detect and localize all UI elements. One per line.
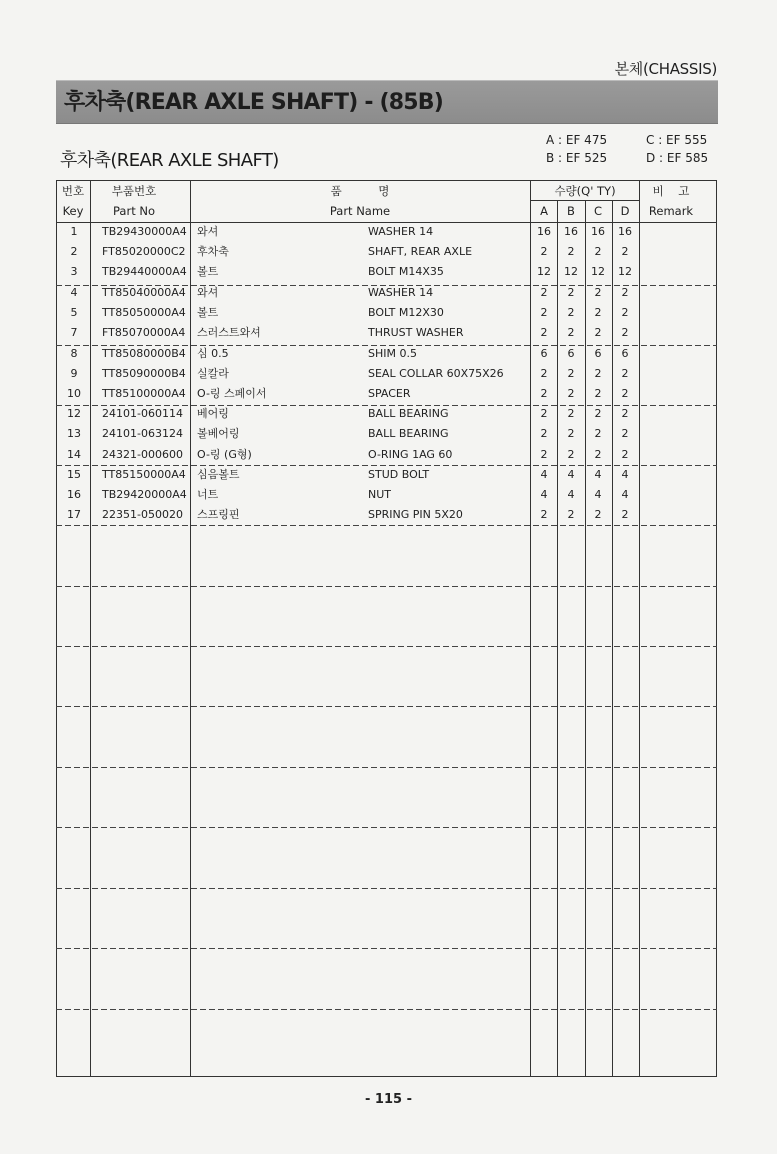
cell-qty-c: 2 bbox=[594, 508, 602, 521]
cell-name-kr: 후차축 bbox=[197, 245, 229, 258]
cell-name-en: SHAFT, REAR AXLE bbox=[368, 245, 473, 258]
cell-name-en: SPACER bbox=[368, 387, 411, 400]
cell-name-en: WASHER 14 bbox=[368, 225, 434, 238]
cell-qty-a: 16 bbox=[537, 225, 551, 238]
cell-qty-d: 4 bbox=[621, 468, 629, 481]
cell-qty-d: 16 bbox=[618, 225, 632, 238]
page-number: - 115 - bbox=[365, 1092, 412, 1107]
cell-qty-b: 2 bbox=[567, 407, 575, 420]
cell-key: 9 bbox=[70, 367, 78, 380]
cell-qty-a: 2 bbox=[540, 508, 548, 521]
model-a: A : EF 475 bbox=[546, 133, 608, 147]
cell-part-no: FT85070000A4 bbox=[102, 326, 186, 339]
header-partno-en: Part No bbox=[113, 204, 155, 218]
cell-qty-a: 2 bbox=[540, 306, 548, 319]
cell-qty-c: 12 bbox=[591, 265, 605, 278]
cell-name-en: SHIM 0.5 bbox=[368, 347, 417, 360]
cell-name-en: SEAL COLLAR 60X75X26 bbox=[368, 367, 504, 380]
model-c: C : EF 555 bbox=[646, 133, 708, 147]
cell-key: 13 bbox=[67, 427, 81, 440]
cell-name-en: BALL BEARING bbox=[368, 427, 449, 440]
header-qty-d: D bbox=[620, 204, 630, 218]
cell-qty-c: 2 bbox=[594, 427, 602, 440]
header-qty-a: A bbox=[540, 204, 548, 218]
cell-qty-a: 4 bbox=[540, 468, 548, 481]
cell-name-kr: 와셔 bbox=[197, 286, 219, 299]
cell-qty-a: 2 bbox=[540, 367, 548, 380]
cell-qty-c: 2 bbox=[594, 286, 602, 299]
cell-part-no: TT85080000B4 bbox=[102, 347, 186, 360]
cell-part-no: 24321-000600 bbox=[102, 448, 183, 461]
cell-key: 8 bbox=[70, 347, 78, 360]
cell-qty-c: 2 bbox=[594, 326, 602, 339]
cell-qty-d: 4 bbox=[621, 488, 629, 501]
subtitle: 후차축(REAR AXLE SHAFT) bbox=[60, 150, 279, 171]
cell-qty-a: 6 bbox=[540, 347, 548, 360]
cell-qty-b: 2 bbox=[567, 306, 575, 319]
cell-name-kr: 실칼라 bbox=[197, 367, 229, 380]
cell-qty-b: 2 bbox=[567, 326, 575, 339]
cell-part-no: 22351-050020 bbox=[102, 508, 183, 521]
cell-key: 10 bbox=[67, 387, 81, 400]
cell-qty-d: 2 bbox=[621, 448, 629, 461]
cell-qty-a: 12 bbox=[537, 265, 551, 278]
cell-name-en: WASHER 14 bbox=[368, 286, 434, 299]
cell-qty-b: 2 bbox=[567, 448, 575, 461]
header-qty: 수량(Q' TY) bbox=[554, 184, 616, 198]
cell-name-kr: O-링 스페이서 bbox=[197, 387, 267, 400]
cell-qty-a: 2 bbox=[540, 326, 548, 339]
cell-qty-a: 4 bbox=[540, 488, 548, 501]
cell-qty-c: 2 bbox=[594, 306, 602, 319]
cell-qty-c: 2 bbox=[594, 387, 602, 400]
cell-qty-b: 2 bbox=[567, 286, 575, 299]
cell-qty-d: 2 bbox=[621, 286, 629, 299]
cell-name-kr: 스프링핀 bbox=[197, 508, 240, 521]
cell-part-no: FT85020000C2 bbox=[102, 245, 186, 258]
cell-qty-a: 2 bbox=[540, 286, 548, 299]
header-key-kr: 번호 bbox=[61, 184, 85, 198]
cell-qty-a: 2 bbox=[540, 427, 548, 440]
cell-part-no: TT85090000B4 bbox=[102, 367, 186, 380]
cell-qty-c: 16 bbox=[591, 225, 605, 238]
cell-key: 15 bbox=[67, 468, 81, 481]
cell-key: 2 bbox=[70, 245, 78, 258]
cell-part-no: TT85040000A4 bbox=[102, 286, 186, 299]
cell-qty-c: 2 bbox=[594, 367, 602, 380]
cell-qty-d: 2 bbox=[621, 367, 629, 380]
cell-part-no: 24101-063124 bbox=[102, 427, 183, 440]
cell-name-kr: 심 0.5 bbox=[197, 347, 229, 360]
cell-key: 12 bbox=[67, 407, 81, 420]
header-qty-c: C bbox=[593, 204, 603, 218]
header-name-en: Part Name bbox=[329, 204, 391, 218]
cell-qty-d: 2 bbox=[621, 407, 629, 420]
cell-part-no: TB29430000A4 bbox=[102, 225, 187, 238]
cell-qty-c: 2 bbox=[594, 407, 602, 420]
header-qty-b: B bbox=[567, 204, 575, 218]
cell-qty-b: 4 bbox=[567, 488, 575, 501]
cell-part-no: TT85050000A4 bbox=[102, 306, 186, 319]
banner-title: 후차축(REAR AXLE SHAFT) - (85B) bbox=[64, 90, 444, 115]
cell-name-kr: 스러스트와셔 bbox=[197, 326, 261, 339]
cell-qty-b: 2 bbox=[567, 427, 575, 440]
cell-name-kr: 심음볼트 bbox=[197, 468, 240, 481]
cell-qty-d: 2 bbox=[621, 508, 629, 521]
cell-qty-a: 2 bbox=[540, 448, 548, 461]
cell-name-kr: 베어링 bbox=[197, 407, 229, 420]
cell-key: 16 bbox=[67, 488, 81, 501]
cell-qty-d: 2 bbox=[621, 326, 629, 339]
cell-key: 3 bbox=[70, 265, 78, 278]
header-remark-kr: 비 고 bbox=[652, 184, 690, 198]
model-d: D : EF 585 bbox=[646, 151, 709, 165]
cell-qty-a: 2 bbox=[540, 245, 548, 258]
header-partno-kr: 부품번호 bbox=[111, 184, 157, 198]
cell-name-kr: 볼베어링 bbox=[197, 427, 240, 440]
cell-qty-c: 6 bbox=[594, 347, 602, 360]
cell-qty-b: 2 bbox=[567, 508, 575, 521]
cell-name-en: BALL BEARING bbox=[368, 407, 449, 420]
cell-qty-c: 4 bbox=[594, 488, 602, 501]
cell-qty-d: 12 bbox=[618, 265, 632, 278]
cell-key: 17 bbox=[67, 508, 81, 521]
header-name-kr: 품 명 bbox=[330, 184, 390, 198]
cell-qty-b: 12 bbox=[564, 265, 578, 278]
cell-key: 7 bbox=[70, 326, 78, 339]
cell-part-no: TT85100000A4 bbox=[102, 387, 186, 400]
cell-qty-d: 6 bbox=[621, 347, 629, 360]
cell-qty-b: 16 bbox=[564, 225, 578, 238]
cell-qty-a: 2 bbox=[540, 407, 548, 420]
cell-qty-d: 2 bbox=[621, 245, 629, 258]
cell-qty-d: 2 bbox=[621, 427, 629, 440]
cell-name-en: O-RING 1AG 60 bbox=[368, 448, 453, 461]
cell-key: 14 bbox=[67, 448, 81, 461]
cell-name-kr: O-링 (G형) bbox=[197, 448, 252, 461]
cell-name-kr: 볼트 bbox=[197, 306, 219, 319]
cell-qty-c: 2 bbox=[594, 245, 602, 258]
cell-name-kr: 와셔 bbox=[197, 225, 219, 238]
cell-name-kr: 볼트 bbox=[197, 265, 219, 278]
cell-name-en: THRUST WASHER bbox=[368, 326, 464, 339]
cell-name-en: STUD BOLT bbox=[368, 468, 430, 481]
cell-name-en: NUT bbox=[368, 488, 391, 501]
cell-qty-b: 2 bbox=[567, 367, 575, 380]
cell-qty-b: 2 bbox=[567, 387, 575, 400]
cell-qty-c: 4 bbox=[594, 468, 602, 481]
cell-qty-c: 2 bbox=[594, 448, 602, 461]
cell-name-en: BOLT M12X30 bbox=[368, 306, 444, 319]
cell-name-en: BOLT M14X35 bbox=[368, 265, 444, 278]
cell-part-no: 24101-060114 bbox=[102, 407, 183, 420]
cell-key: 1 bbox=[70, 225, 78, 238]
cell-qty-b: 6 bbox=[567, 347, 575, 360]
cell-part-no: TB29440000A4 bbox=[102, 265, 187, 278]
cell-part-no: TT85150000A4 bbox=[102, 468, 186, 481]
model-b: B : EF 525 bbox=[546, 151, 608, 165]
cell-name-en: SPRING PIN 5X20 bbox=[368, 508, 463, 521]
cell-name-kr: 너트 bbox=[197, 488, 219, 501]
cell-qty-d: 2 bbox=[621, 387, 629, 400]
cell-key: 4 bbox=[70, 286, 78, 299]
section-tag: 본체(CHASSIS) bbox=[614, 60, 717, 78]
cell-qty-b: 4 bbox=[567, 468, 575, 481]
cell-qty-a: 2 bbox=[540, 387, 548, 400]
cell-key: 5 bbox=[70, 306, 78, 319]
header-key-en: Key bbox=[62, 204, 84, 218]
cell-qty-d: 2 bbox=[621, 306, 629, 319]
cell-part-no: TB29420000A4 bbox=[102, 488, 187, 501]
header-remark-en: Remark bbox=[648, 204, 694, 218]
cell-qty-b: 2 bbox=[567, 245, 575, 258]
